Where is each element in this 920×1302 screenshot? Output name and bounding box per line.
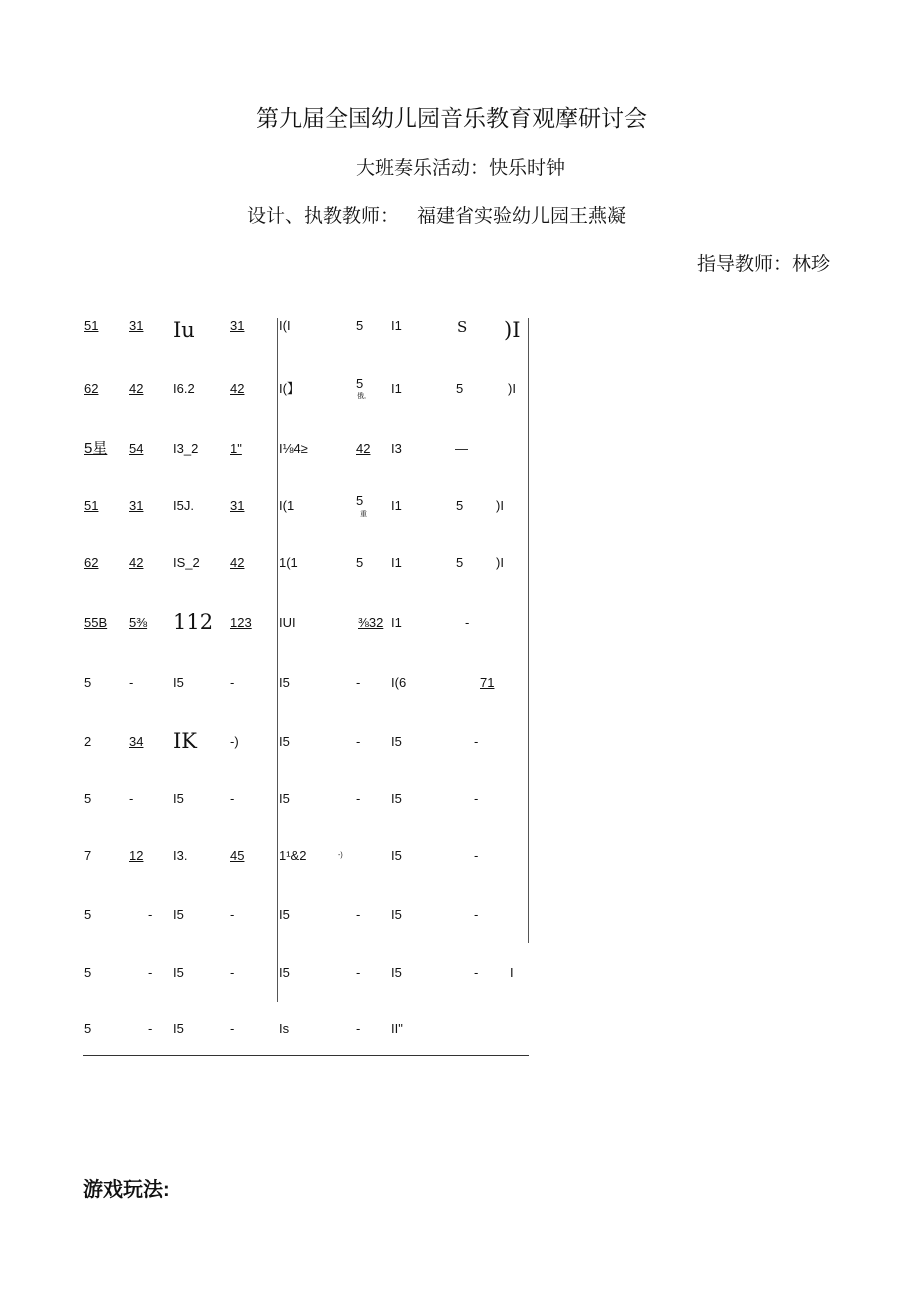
score-cell: I(】 [279, 381, 300, 396]
score-cell: I6.2 [173, 381, 195, 396]
score-cell: 42 [230, 381, 245, 396]
score-barline-right [528, 318, 529, 943]
score-cell: I1 [391, 555, 402, 570]
score-cell: - [356, 791, 361, 806]
score-cell: - [474, 734, 479, 749]
score-cell: 71 [480, 675, 495, 690]
score-cell: — [455, 441, 468, 456]
score-cell: I(6 [391, 675, 407, 690]
score-cell: Iu [173, 318, 195, 342]
score-cell: I [510, 965, 514, 980]
score-cell: I5J. [173, 498, 194, 513]
score-end-rule [83, 1055, 529, 1056]
score-cell: - [230, 675, 235, 690]
score-cell: - [356, 675, 361, 690]
score-cell: 112 [173, 610, 214, 634]
score-cell: 123 [230, 615, 252, 630]
score-cell: 1" [230, 441, 242, 456]
score-cell: 5星 [84, 440, 108, 457]
game-rules-heading: 游戏玩法: [83, 1179, 170, 1201]
score-cell: - [148, 1021, 153, 1036]
score-cell: I1 [391, 318, 402, 333]
score-cell: 5 [356, 555, 364, 570]
score-cell: 5 [84, 965, 92, 980]
score-cell: 5 [456, 381, 464, 396]
score-cell: )I [496, 555, 504, 570]
score-cell: I(I [279, 318, 291, 333]
score-cell: I3. [173, 848, 188, 863]
score-cell: 42 [129, 381, 144, 396]
page-title: 第九届全国幼儿园音乐教育观摩研讨会 [256, 106, 647, 132]
activity-subtitle: 大班奏乐活动：快乐时钟 [356, 157, 566, 179]
score-cell: - [148, 907, 153, 922]
score-cell: I5 [279, 675, 290, 690]
score-cell: I3_2 [173, 441, 199, 456]
score-cell: I1 [391, 498, 402, 513]
score-cell: I5 [391, 848, 402, 863]
score-cell: 42 [129, 555, 144, 570]
score-cell: IS_2 [173, 555, 200, 570]
score-cell: 5 [456, 555, 464, 570]
score-cell: 12 [129, 848, 144, 863]
score-cell: )I [496, 498, 504, 513]
score-cell: IUI [279, 615, 296, 630]
score-cell: 51 [84, 498, 99, 513]
score-cell: 1¹&2 [279, 848, 307, 863]
score-cell: II" [391, 1021, 403, 1036]
score-cell: 5 [456, 498, 464, 513]
score-cell: 31 [129, 318, 144, 333]
score-cell: I5 [279, 791, 290, 806]
score-cell: I1 [391, 615, 402, 630]
score-cell: 62 [84, 381, 99, 396]
score-cell: I5 [173, 965, 184, 980]
score-cell: I5 [173, 907, 184, 922]
score-barline-middle [277, 318, 278, 1002]
score-cell: )I [504, 318, 521, 342]
score-cell: 7 [84, 848, 92, 863]
score-cell: 5⅜ [129, 615, 148, 630]
score-annotation: 俄, [357, 393, 366, 400]
score-cell: -) [338, 852, 343, 859]
score-cell: 54 [129, 441, 144, 456]
score-annotation: 重 [360, 511, 367, 518]
score-cell: 5 [84, 675, 92, 690]
score-cell: - [474, 965, 479, 980]
score-cell: - [356, 907, 361, 922]
designer-name: 福建省实验幼儿园王燕凝 [417, 205, 627, 227]
instructor-line: 指导教师：林珍 [697, 253, 831, 275]
score-cell: I5 [173, 675, 184, 690]
score-cell: 5 [356, 318, 364, 333]
score-cell: - [465, 615, 470, 630]
score-cell: 45 [230, 848, 245, 863]
score-cell: I5 [391, 734, 402, 749]
score-cell: 1(1 [279, 555, 298, 570]
score-cell: I5 [173, 1021, 184, 1036]
score-cell: - [356, 1021, 361, 1036]
score-cell: I1 [391, 381, 402, 396]
score-cell: I5 [279, 734, 290, 749]
score-cell: 5 [84, 791, 92, 806]
score-cell: - [129, 791, 134, 806]
score-cell: I5 [391, 791, 402, 806]
score-cell: - [474, 907, 479, 922]
score-cell: IK [173, 729, 197, 753]
score-cell: - [474, 791, 479, 806]
score-cell: 5 [356, 493, 364, 508]
score-cell: - [356, 965, 361, 980]
score-cell: - [148, 965, 153, 980]
score-cell: 42 [230, 555, 245, 570]
score-cell: 31 [129, 498, 144, 513]
score-cell: I5 [173, 791, 184, 806]
score-cell: I(1 [279, 498, 295, 513]
score-cell: - [356, 734, 361, 749]
score-cell: 51 [84, 318, 99, 333]
score-cell: I5 [279, 907, 290, 922]
score-cell: 34 [129, 734, 144, 749]
score-cell: 62 [84, 555, 99, 570]
score-cell: )I [508, 381, 516, 396]
score-cell: 5 [84, 1021, 92, 1036]
score-cell: I5 [391, 907, 402, 922]
score-cell: S [457, 318, 468, 336]
score-cell: 2 [84, 734, 92, 749]
score-cell: 5 [84, 907, 92, 922]
score-cell: 31 [230, 318, 245, 333]
score-cell: - [129, 675, 134, 690]
score-cell: I5 [391, 965, 402, 980]
score-cell: - [474, 848, 479, 863]
score-cell: I⅛4≥ [279, 441, 308, 456]
score-cell: - [230, 907, 235, 922]
score-cell: Is [279, 1021, 290, 1036]
score-cell: 5 [356, 376, 364, 391]
score-cell: - [230, 1021, 235, 1036]
score-cell: 55B [84, 615, 108, 630]
score-cell: 31 [230, 498, 245, 513]
score-cell: ⅜32 [358, 615, 384, 630]
score-cell: - [230, 791, 235, 806]
score-cell: -) [230, 734, 239, 749]
score-cell: 42 [356, 441, 371, 456]
score-cell: I3 [391, 441, 402, 456]
designer-label: 设计、执教教师： [247, 205, 400, 227]
score-cell: - [230, 965, 235, 980]
score-cell: I5 [279, 965, 290, 980]
